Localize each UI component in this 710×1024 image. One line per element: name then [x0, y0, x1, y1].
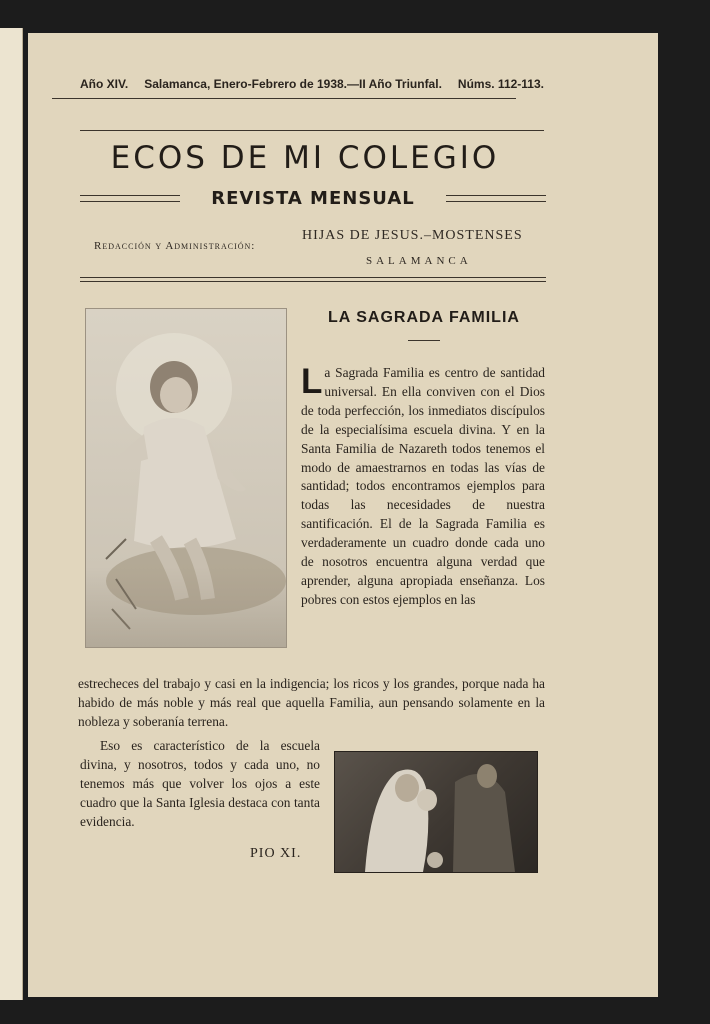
signature-pio-xi: PIO XI.: [250, 846, 302, 861]
publisher-name: HIJAS DE JESUS.–MOSTENSES: [302, 228, 523, 243]
masthead-top-rule: [52, 98, 516, 99]
holy-family-illustration: [335, 752, 537, 872]
masthead: [80, 77, 544, 91]
masthead-numbers: Núms. 112-113.: [457, 77, 544, 91]
masthead-bottom-rule: [80, 130, 544, 131]
magazine-subtitle: REVISTA MENSUAL: [211, 188, 415, 209]
subtitle-row: [80, 188, 546, 209]
masthead-year: Año XIV.: [80, 77, 129, 91]
adjacent-page-edge: [0, 28, 23, 1000]
masthead-place-date: [144, 77, 442, 91]
paragraph-1-right-text: a Sagrada Familia es centro de santidad universal. En ella conviven con el Dios de toda perfección, los inmediatos discípulos de la especialísima escuela divina. Y en la Santa Familia de Nazareth todos tenemos el modo de amaestrarnos en todas las vías de santidad; todos encontramos ejemplos para todas las necesidades de nuestra santificación. El de la Sagrada Familia es verdaderamente un cuadro donde cada uno de nosotros encuentra alguna verdad que aprender, alguna apropiada enseñanza. Los pobres con estos ejemplos en las: [301, 365, 545, 607]
publisher-city: SALAMANCA: [366, 255, 472, 267]
article-paragraph-2: Eso es característico de la escuela divina, y nosotros, todos y cada uno, no tenemos más que volver los ojos a este cuadro que la Santa Iglesia destaca con tanta evidencia.: [80, 738, 320, 829]
article-paragraph-1-full: estrecheces del trabajo y casi en la indigencia; los ricos y los grandes, porque nada ha habido de más noble y más real que aquella Familia, aun pensando solamente en la nobleza y soberanía terrena.: [78, 676, 545, 729]
holy-family-photo: [334, 751, 538, 873]
right-ornament-rule: [446, 195, 546, 202]
article-paragraph-1-right: [301, 364, 545, 610]
place-date-text: Salamanca, Enero-Febrero de 1938.: [144, 77, 348, 91]
drop-cap: L: [301, 362, 323, 401]
left-ornament-rule: [80, 195, 180, 202]
child-jesus-illustration: [86, 309, 286, 647]
article-title-rule: [408, 340, 440, 341]
article-title: LA SAGRADA FAMILIA: [328, 309, 520, 326]
magazine-title: ECOS DE MI COLEGIO: [110, 140, 500, 176]
header-double-rule: [80, 277, 546, 282]
child-jesus-photo: [85, 308, 287, 648]
redaccion-label: Redacción y Administración:: [94, 240, 256, 252]
era-text: —II Año Triunfal.: [347, 77, 442, 91]
